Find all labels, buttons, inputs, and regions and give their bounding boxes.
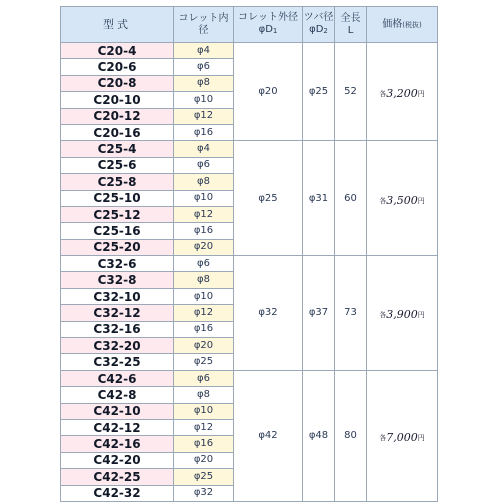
flange-diameter-cell: φ25 <box>303 43 335 141</box>
table-body <box>61 43 438 502</box>
price-cell <box>367 256 438 371</box>
table-row <box>61 370 438 386</box>
inner-diameter-cell: φ6 <box>174 59 234 75</box>
inner-diameter-cell: φ12 <box>174 305 234 321</box>
model-cell: C25-8 <box>61 174 174 190</box>
inner-diameter-cell: φ6 <box>174 370 234 386</box>
model-cell: C20-12 <box>61 108 174 124</box>
inner-diameter-cell: φ12 <box>174 108 234 124</box>
inner-diameter-cell: φ6 <box>174 256 234 272</box>
header-price-label: 価格 <box>382 18 403 30</box>
model-cell: C25-16 <box>61 223 174 239</box>
flange-diameter-cell: φ37 <box>303 256 335 371</box>
header-price-note: (税抜) <box>402 20 422 29</box>
inner-diameter-cell: φ4 <box>174 43 234 59</box>
table-row <box>61 256 438 272</box>
inner-diameter-cell: φ6 <box>174 157 234 173</box>
inner-diameter-cell: φ8 <box>174 387 234 403</box>
inner-diameter-cell: φ20 <box>174 452 234 468</box>
header-flange-diameter-label: ツバ径 <box>303 12 334 23</box>
header-flange-diameter-symbol: φD <box>309 24 324 35</box>
model-cell: C20-4 <box>61 43 174 59</box>
length-cell: 60 <box>335 141 367 256</box>
inner-diameter-cell: φ12 <box>174 419 234 435</box>
inner-diameter-cell: φ8 <box>174 272 234 288</box>
inner-diameter-cell: φ25 <box>174 469 234 485</box>
header-row <box>61 7 438 43</box>
collet-spec-table <box>60 6 438 502</box>
price-value: 3,200 <box>386 87 418 101</box>
inner-diameter-cell: φ12 <box>174 206 234 222</box>
model-cell: C20-10 <box>61 92 174 108</box>
price-value: 3,900 <box>386 308 418 322</box>
price-cell <box>367 43 438 141</box>
price-prefix: 各 <box>379 311 387 320</box>
model-cell: C25-12 <box>61 206 174 222</box>
model-cell: C20-8 <box>61 75 174 91</box>
price-suffix: 円 <box>417 196 425 205</box>
header-total-length <box>335 7 367 43</box>
model-cell: C25-4 <box>61 141 174 157</box>
model-cell: C32-20 <box>61 338 174 354</box>
header-outer-diameter-label: コレット外径 <box>238 12 298 23</box>
model-cell: C32-8 <box>61 272 174 288</box>
model-cell: C42-8 <box>61 387 174 403</box>
price-suffix: 円 <box>417 434 425 443</box>
flange-diameter-cell: φ31 <box>303 141 335 256</box>
price-prefix: 各 <box>379 90 387 99</box>
table-row <box>61 43 438 59</box>
model-cell: C32-25 <box>61 354 174 370</box>
price-suffix: 円 <box>417 311 425 320</box>
model-cell: C42-10 <box>61 403 174 419</box>
inner-diameter-cell: φ8 <box>174 174 234 190</box>
length-cell: 52 <box>335 43 367 141</box>
model-cell: C25-6 <box>61 157 174 173</box>
inner-diameter-cell: φ32 <box>174 485 234 501</box>
header-total-length-symbol: L <box>347 24 354 36</box>
model-cell: C32-10 <box>61 288 174 304</box>
model-cell: C42-6 <box>61 370 174 386</box>
inner-diameter-cell: φ16 <box>174 321 234 337</box>
length-cell: 73 <box>335 256 367 371</box>
header-outer-diameter-sub: 1 <box>272 27 278 35</box>
inner-diameter-cell: φ4 <box>174 141 234 157</box>
header-flange-diameter <box>303 7 335 43</box>
header-total-length-label: 全長 <box>340 12 361 24</box>
header-outer-diameter <box>234 7 303 43</box>
model-cell: C25-20 <box>61 239 174 255</box>
inner-diameter-cell: φ10 <box>174 288 234 304</box>
model-cell: C32-16 <box>61 321 174 337</box>
table-row <box>61 141 438 157</box>
flange-diameter-cell: φ48 <box>303 370 335 501</box>
inner-diameter-cell: φ16 <box>174 436 234 452</box>
length-cell: 80 <box>335 370 367 501</box>
header-flange-diameter-sub: 2 <box>323 27 328 35</box>
price-value: 3,500 <box>386 193 418 207</box>
outer-diameter-cell: φ20 <box>234 43 303 141</box>
model-cell: C42-12 <box>61 419 174 435</box>
price-cell <box>367 370 438 501</box>
model-cell: C20-6 <box>61 59 174 75</box>
model-cell: C32-6 <box>61 256 174 272</box>
price-suffix: 円 <box>417 90 425 99</box>
model-cell: C42-32 <box>61 485 174 501</box>
model-cell: C42-20 <box>61 452 174 468</box>
price-prefix: 各 <box>379 196 387 205</box>
inner-diameter-cell: φ10 <box>174 403 234 419</box>
model-cell: C32-12 <box>61 305 174 321</box>
inner-diameter-cell: φ16 <box>174 124 234 140</box>
price-cell <box>367 141 438 256</box>
inner-diameter-cell: φ16 <box>174 223 234 239</box>
header-inner-diameter: コレット内径 <box>174 7 234 43</box>
inner-diameter-cell: φ25 <box>174 354 234 370</box>
table-header <box>61 7 438 43</box>
model-cell: C20-16 <box>61 124 174 140</box>
price-prefix: 各 <box>379 434 387 443</box>
model-cell: C42-25 <box>61 469 174 485</box>
outer-diameter-cell: φ32 <box>234 256 303 371</box>
header-model: 型式 <box>61 7 174 43</box>
outer-diameter-cell: φ25 <box>234 141 303 256</box>
model-cell: C25-10 <box>61 190 174 206</box>
inner-diameter-cell: φ20 <box>174 338 234 354</box>
header-outer-diameter-symbol: φD <box>258 24 273 35</box>
inner-diameter-cell: φ10 <box>174 190 234 206</box>
inner-diameter-cell: φ20 <box>174 239 234 255</box>
header-price <box>367 7 438 43</box>
model-cell: C42-16 <box>61 436 174 452</box>
inner-diameter-cell: φ10 <box>174 92 234 108</box>
outer-diameter-cell: φ42 <box>234 370 303 501</box>
price-value: 7,000 <box>386 431 418 445</box>
inner-diameter-cell: φ8 <box>174 75 234 91</box>
